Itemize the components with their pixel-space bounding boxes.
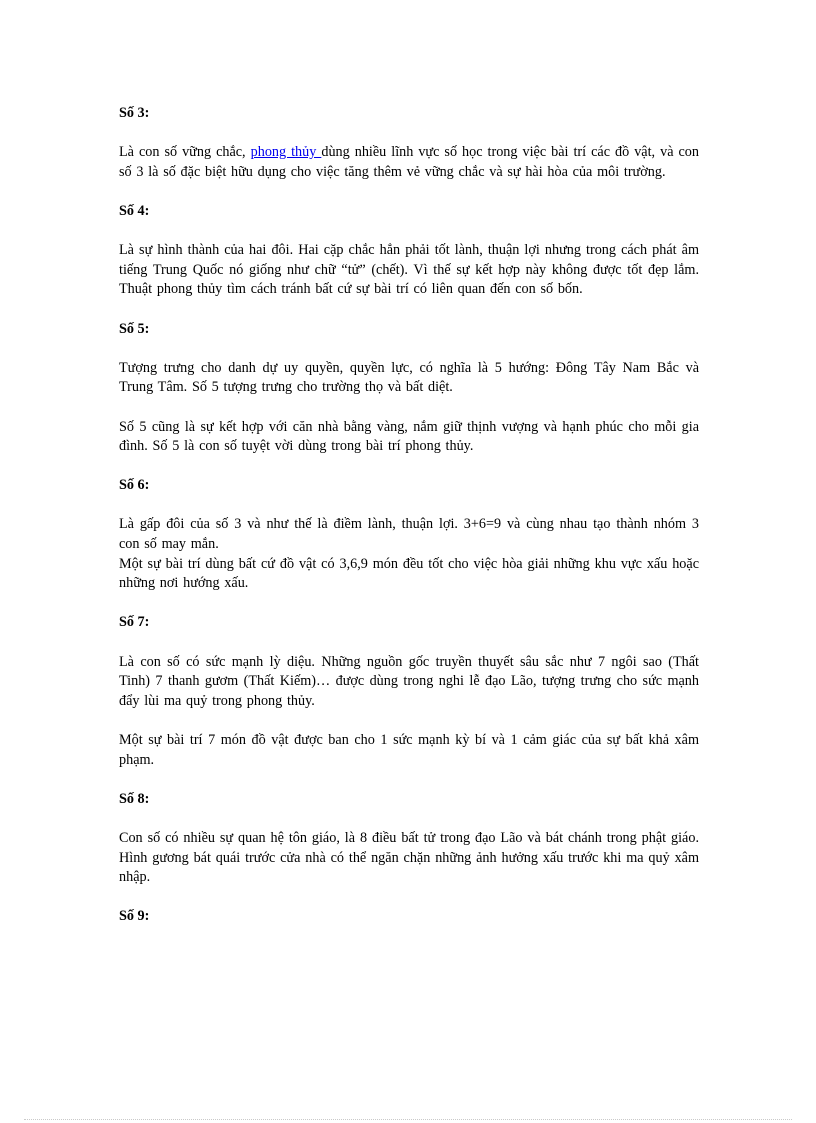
paragraph-text: Là con số vững chắc, (119, 144, 251, 161)
heading-so-3: Số 3: (119, 105, 150, 121)
document-page (119, 104, 699, 927)
paragraph-so-4: Là sự hình thành của hai đôi. Hai cặp chắc hẳn phải tốt lành, thuận lợi nhưng trong cách phát âm tiếng Trung Quốc nó giống như chữ “tử” (chết). Vì thế sự kết hợp này không được tốt đẹp lắm. Thuật phong thủy tìm cách tránh bất cứ sự bài trí có liên quan đến con số bốn. (119, 242, 699, 298)
heading-so-6: Số 6: (119, 477, 150, 494)
paragraph-text: dùng nhiều lĩnh vực số học trong việc bài trí các đồ vật, và con số 3 là số đặc biệt hữu dụng cho việc tăng thêm vẻ vững chắc và sự hài hòa của môi trường. (119, 144, 699, 180)
page-bottom-divider (24, 1119, 792, 1120)
paragraph-so-7-a: Là con số có sức mạnh lỳ diệu. Những nguồn gốc truyền thuyết sâu sắc như 7 ngôi sao (Thất Tinh) 7 thanh gươm (Thất Kiếm)… được dùng trong nghi lễ đạo Lão, tượng trưng cho sức mạnh đẩy lùi ma quỷ trong phong thủy. (119, 653, 699, 709)
heading-so-5: Số 5: (119, 320, 150, 337)
paragraph-so-3 (119, 143, 699, 182)
heading-so-7: Số 7: (119, 614, 150, 631)
paragraph-so-8: Con số có nhiều sự quan hệ tôn giáo, là 8 điều bất tử trong đạo Lão và bát chánh trong phật giáo. Hình gương bát quái trước cửa nhà có thể ngăn chặn những ảnh hưởng xấu trước khi ma quỷ xâm nhập. (119, 829, 699, 886)
heading-so-9: Số 9: (119, 908, 150, 925)
heading-so-4: Số 4: (119, 202, 150, 219)
paragraph-so-5-a: Tượng trưng cho danh dự uy quyền, quyền lực, có nghĩa là 5 hướng: Đông Tây Nam Bắc và Trung Tâm. Số 5 tượng trưng cho trường thọ và bất diệt. (119, 359, 699, 396)
phong-thuy-link[interactable]: phong thủy (250, 144, 322, 161)
paragraph-so-7-b: Một sự bài trí 7 món đồ vật được ban cho 1 sức mạnh kỳ bí và 1 cảm giác của sự bất khả xâm phạm. (119, 732, 699, 768)
paragraph-so-6: Là gấp đôi của số 3 và như thế là điềm lành, thuận lợi. 3+6=9 và cùng nhau tạo thành nhóm 3 con số may mắn. Một sự bài trí dùng bất cứ đồ vật có 3,6,9 món đều tốt cho việc hòa giải những khu vực xấu hoặc những nơi hướng xấu. (119, 516, 699, 592)
heading-so-8: Số 8: (119, 790, 150, 807)
paragraph-so-5-b: Số 5 cũng là sự kết hợp với căn nhà bằng vàng, nắm giữ thịnh vượng và hạnh phúc cho mỗi gia đình. Số 5 là con số tuyệt vời dùng trong bài trí phong thủy. (119, 418, 699, 455)
